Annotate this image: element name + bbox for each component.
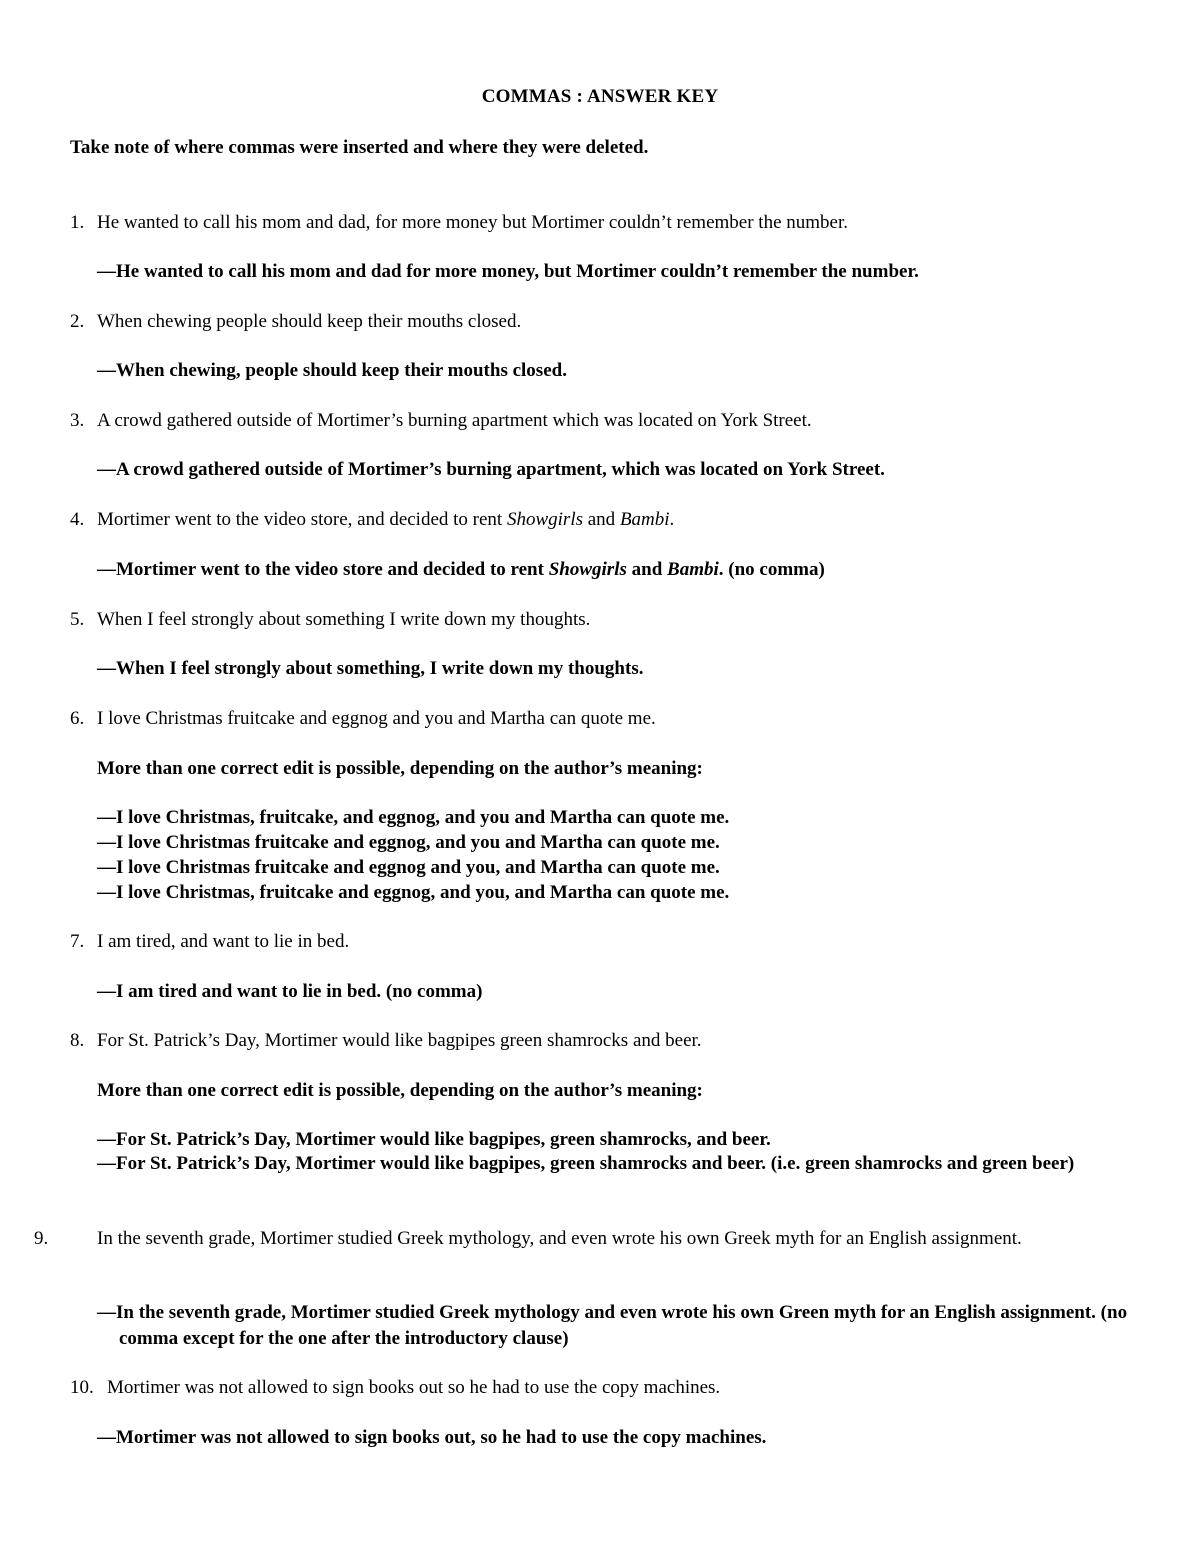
question-2: [70, 309, 521, 334]
answer-text: I love Christmas, fruitcake, and eggnog, and you and Martha can quote me.: [116, 807, 730, 828]
answer-6a: [97, 805, 729, 830]
item-number: 6.: [70, 708, 85, 729]
answer-text: Mortimer was not allowed to sign books out, so he had to use the copy machines.: [116, 1427, 767, 1448]
answer-text: He wanted to call his mom and dad for more money, but Mortimer couldn’t remember the number.: [116, 261, 919, 282]
answer-text: . (no comma): [718, 559, 825, 580]
answer-6d: [97, 880, 729, 905]
question-text: A crowd gathered outside of Mortimer’s burning apartment which was located on York Street.: [97, 410, 812, 431]
question-text: I love Christmas fruitcake and eggnog and you and Martha can quote me.: [97, 708, 656, 729]
dash: —: [97, 1153, 116, 1174]
answer-9: [97, 1300, 1179, 1352]
note-8: More than one correct edit is possible, depending on the author’s meaning:: [97, 1080, 703, 1101]
answer-text: and: [626, 559, 668, 580]
dash: —: [97, 360, 116, 381]
answer-5: [97, 656, 643, 681]
question-1: [70, 210, 848, 235]
answer-2: [97, 358, 567, 383]
dash: —: [97, 658, 116, 679]
question-5: [70, 607, 590, 632]
answer-text: Mortimer went to the video store and decided to rent: [116, 559, 549, 580]
dash: —: [97, 261, 116, 282]
answer-text: I am tired and want to lie in bed. (no comma): [116, 981, 483, 1002]
question-10: [70, 1375, 720, 1400]
item-number: 1.: [70, 212, 85, 233]
question-text: Mortimer was not allowed to sign books out so he had to use the copy machines.: [107, 1377, 721, 1398]
question-3: [70, 408, 812, 433]
item-number: 2.: [70, 311, 85, 332]
answer-1: [97, 259, 919, 284]
movie-title: Bambi: [667, 559, 719, 580]
item-number: 8.: [70, 1030, 85, 1051]
question-text: I am tired, and want to lie in bed.: [97, 931, 350, 952]
answer-6b: [97, 830, 720, 855]
question-text: For St. Patrick’s Day, Mortimer would like bagpipes green shamrocks and beer.: [97, 1030, 702, 1051]
movie-title: Bambi: [619, 509, 670, 530]
movie-title: Showgirls: [506, 509, 583, 530]
question-7: [70, 929, 349, 954]
item-number: 3.: [70, 410, 85, 431]
question-6: [70, 706, 656, 731]
question-text: and: [583, 509, 620, 530]
item-number: 9.: [34, 1228, 49, 1249]
dash: —: [97, 1302, 116, 1323]
item-number: 5.: [70, 609, 85, 630]
question-8: [70, 1028, 702, 1053]
answer-7: [97, 979, 482, 1004]
dash: —: [97, 981, 116, 1002]
question-text: When I feel strongly about something I write down my thoughts.: [97, 609, 591, 630]
answer-text: For St. Patrick’s Day, Mortimer would like bagpipes, green shamrocks, and beer.: [116, 1129, 771, 1150]
movie-title: Showgirls: [548, 559, 627, 580]
answer-text: I love Christmas fruitcake and eggnog and you, and Martha can quote me.: [116, 857, 720, 878]
item-number: 4.: [70, 509, 85, 530]
answer-text: In the seventh grade, Mortimer studied Greek mythology and even wrote his own Green myth for an English assignment. (no comma except for the one after the introductory clause): [116, 1302, 1128, 1349]
answer-3: [97, 457, 885, 482]
question-text: In the seventh grade, Mortimer studied Greek mythology, and even wrote his own Greek myth for an English assignment.: [97, 1228, 1022, 1249]
question-text: .: [669, 509, 675, 530]
answer-text: A crowd gathered outside of Mortimer’s burning apartment, which was located on York Street.: [116, 459, 885, 480]
answer-10: [97, 1425, 766, 1450]
note-6: More than one correct edit is possible, depending on the author’s meaning:: [97, 758, 703, 779]
question-9: [34, 1226, 1106, 1252]
question-text: When chewing people should keep their mouths closed.: [97, 311, 522, 332]
page-title: COMMAS : ANSWER KEY: [481, 86, 719, 107]
question-text: He wanted to call his mom and dad, for more money but Mortimer couldn’t remember the number.: [97, 212, 849, 233]
item-number: 7.: [70, 931, 85, 952]
dash: —: [97, 1129, 116, 1150]
answer-text: When I feel strongly about something, I write down my thoughts.: [116, 658, 644, 679]
answer-8b: [97, 1151, 1154, 1177]
answer-text: I love Christmas, fruitcake and eggnog, and you, and Martha can quote me.: [116, 882, 730, 903]
dash: —: [97, 832, 116, 853]
item-number: 10.: [70, 1377, 94, 1398]
answer-text: For St. Patrick’s Day, Mortimer would like bagpipes, green shamrocks and beer. (i.e. green shamrocks and green beer): [116, 1153, 1075, 1174]
dash: —: [97, 1427, 116, 1448]
answer-4: [97, 557, 825, 582]
answer-text: I love Christmas fruitcake and eggnog, and you and Martha can quote me.: [116, 832, 720, 853]
answer-text: When chewing, people should keep their mouths closed.: [116, 360, 567, 381]
dash: —: [97, 807, 116, 828]
dash: —: [97, 459, 116, 480]
answer-6c: [97, 855, 720, 880]
answer-8a: [97, 1127, 771, 1152]
question-4: [70, 507, 674, 532]
instruction-text: Take note of where commas were inserted and where they were deleted.: [70, 137, 649, 158]
question-text: Mortimer went to the video store, and decided to rent: [97, 509, 507, 530]
dash: —: [97, 882, 116, 903]
dash: —: [97, 559, 116, 580]
dash: —: [97, 857, 116, 878]
